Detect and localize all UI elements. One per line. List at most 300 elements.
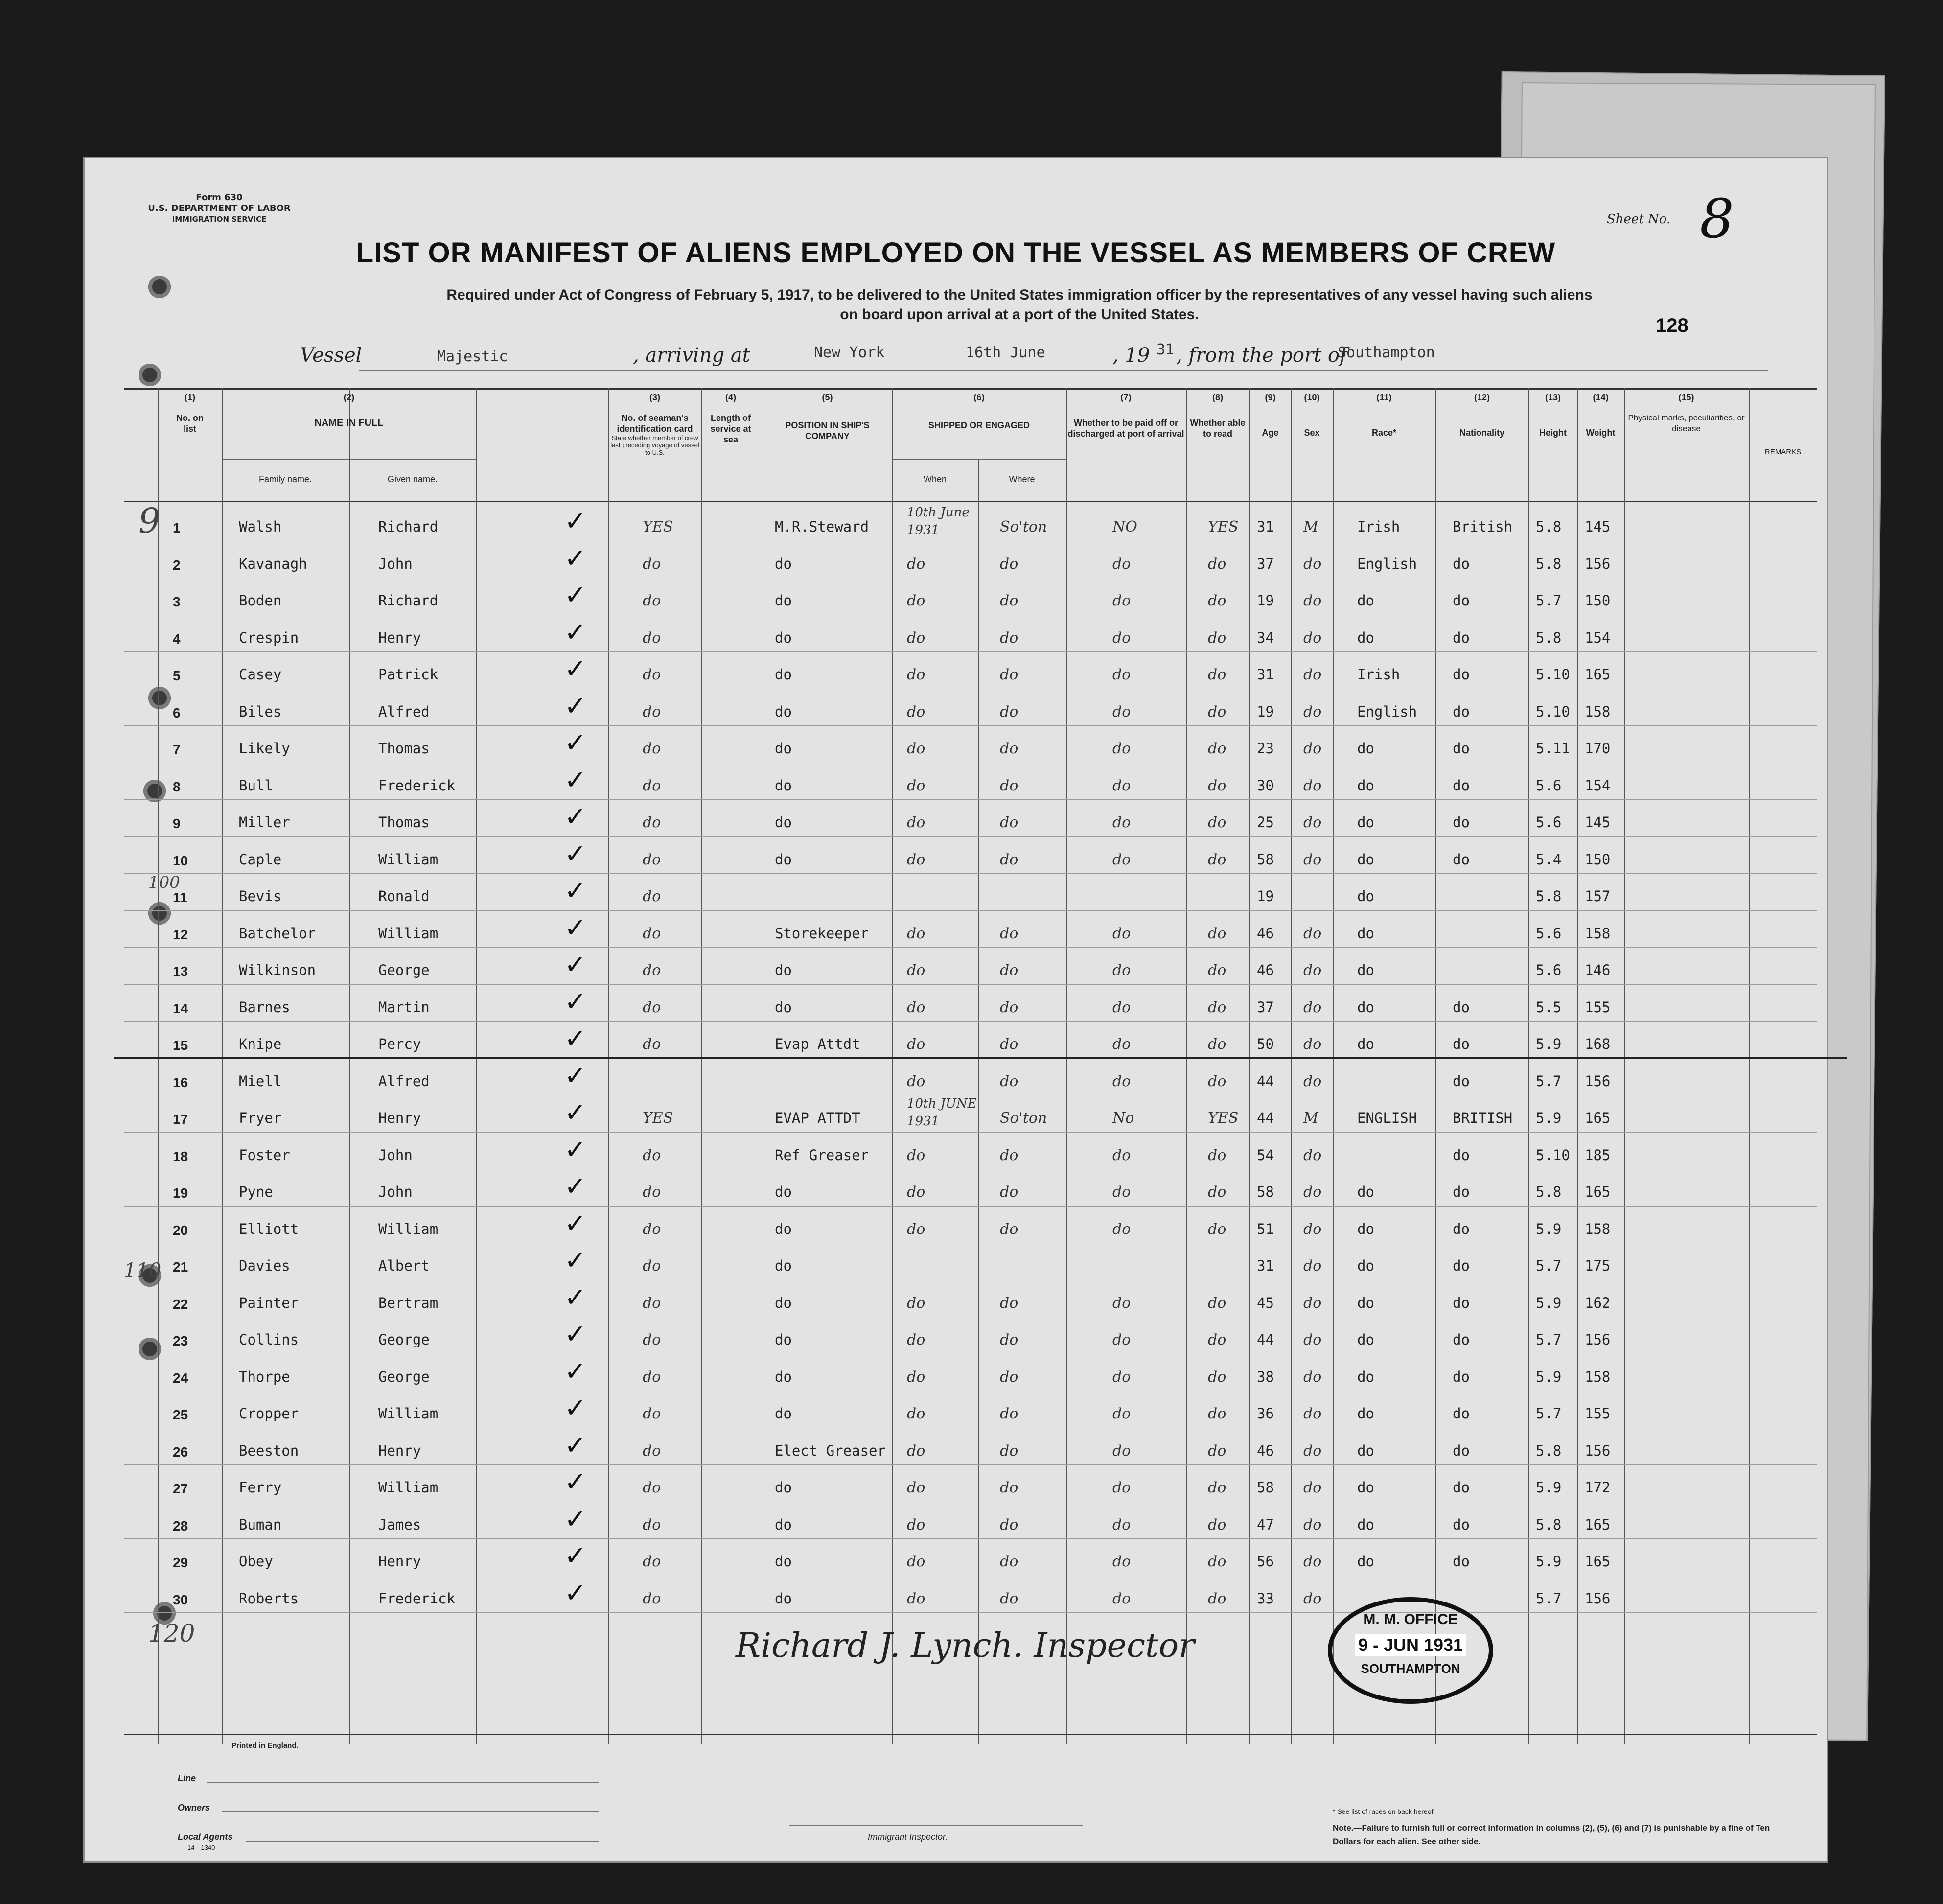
cell-paid: do [1112,1146,1131,1164]
cell-read: do [1208,777,1226,794]
cell-when: do [907,998,925,1016]
cell-prev: do [643,1442,661,1460]
cell-prev: do [643,1036,661,1053]
cell-given: Ronald [378,888,430,905]
cell-position: do [775,592,792,609]
cell-height: 5.7 [1536,592,1562,609]
cell-given: Thomas [378,814,430,831]
checkmark-icon: ✓ [564,1393,587,1423]
col-num: (10) [1304,393,1320,402]
cell-read: do [1208,1220,1226,1238]
footer-race-note: * See list of races on back hereof. [1333,1808,1435,1815]
checkmark-icon: ✓ [564,1319,587,1349]
cell-age: 50 [1257,1036,1274,1052]
cell-family: Walsh [239,518,282,535]
cell-read: do [1208,814,1226,831]
cell-paid: do [1112,1036,1131,1053]
margin-note: 120 [148,1619,195,1648]
col-num: (9) [1265,393,1276,402]
cell-given: Alfred [378,1072,430,1090]
checkmark-icon: ✓ [564,838,587,869]
cell-when: do [907,740,925,757]
cell-given: Frederick [378,1590,456,1607]
cell-position: do [775,1257,792,1274]
cell-weight: 154 [1585,629,1611,646]
cell-given: George [378,962,430,978]
cell-family: Biles [239,703,282,720]
cell-when: do [907,1368,925,1386]
col-num: (4) [725,393,736,402]
checkmark-icon: ✓ [564,1503,587,1534]
stamp-line-3: SOUTHAMPTON [1361,1661,1460,1676]
col-header: When [923,474,947,484]
checkmark-icon: ✓ [564,1540,587,1571]
cell-family: Kavanagh [239,555,307,572]
checkmark-icon: ✓ [564,764,587,795]
cell-age: 37 [1257,998,1274,1016]
checkmark-icon: ✓ [564,727,587,758]
cell-weight: 175 [1585,1257,1611,1274]
cell-prev: do [643,1590,661,1607]
checkmark-icon: ✓ [564,949,587,980]
cell-paid: do [1112,1184,1131,1201]
cell-nationality: do [1453,1368,1470,1385]
cell-when: do [907,1516,925,1533]
table-row [124,912,1817,951]
cell-nationality: do [1453,1184,1470,1200]
cell-age: 54 [1257,1146,1274,1163]
cell-when: do [907,925,925,942]
checkmark-icon: ✓ [564,616,587,648]
cell-where: So'ton [1000,1110,1047,1127]
table-row [124,1060,1817,1098]
cell-where: do [1000,814,1018,831]
cell-given: John [378,1146,413,1163]
cell-sex: do [1303,1553,1322,1570]
cell-position: do [775,740,792,757]
table-row [124,1430,1817,1468]
row-number: 12 [173,927,188,942]
row-number: 25 [173,1407,188,1422]
cell-read: do [1208,666,1226,683]
cell-where: do [1000,1442,1018,1460]
checkmark-icon: ✓ [564,1245,587,1276]
checkmark-icon: ✓ [564,506,587,536]
cell-where: do [1000,1479,1018,1496]
cell-nationality: BRITISH [1453,1110,1513,1126]
cell-when: do [907,777,925,794]
table-row [124,949,1817,987]
checkmark-icon: ✓ [564,580,587,610]
cell-prev: do [643,1405,661,1422]
cell-position: do [775,666,792,683]
row-number: 29 [173,1555,188,1570]
cell-prev: do [643,888,661,905]
cell-position: do [775,777,792,794]
cell-given: John [378,1184,413,1200]
cell-position: EVAP ATTDT [775,1110,860,1126]
cell-paid: do [1112,777,1131,794]
cell-weight: 170 [1585,740,1611,757]
cell-nationality: do [1453,1294,1470,1311]
cell-nationality: do [1453,998,1470,1016]
cell-race: do [1357,1036,1374,1052]
cell-weight: 162 [1585,1294,1611,1311]
cell-given: Henry [378,1442,421,1459]
cell-height: 5.7 [1536,1257,1562,1274]
cell-sex: do [1303,1184,1322,1201]
cell-weight: 165 [1585,1110,1611,1126]
cell-paid: NO [1112,518,1137,535]
cell-family: Barnes [239,998,290,1016]
cell-sex: do [1303,1257,1322,1275]
col-header: REMARKS [1764,448,1802,456]
vessel-label: Vessel [300,344,362,367]
checkmark-icon: ✓ [564,542,587,574]
sheet-number: 8 [1700,187,1734,250]
cell-given: Henry [378,1110,421,1126]
cell-paid: do [1112,592,1131,609]
cell-where: do [1000,1553,1018,1570]
cell-nationality: do [1453,666,1470,683]
col-num: (15) [1678,393,1694,402]
checkmark-icon: ✓ [564,1577,587,1608]
cell-position: Elect Greaser [775,1442,886,1459]
cell-weight: 156 [1585,1072,1611,1090]
cell-race: do [1357,740,1374,757]
row-number: 27 [173,1481,188,1496]
cell-when: do [907,555,925,573]
cell-height: 5.8 [1536,555,1562,572]
col-num: (13) [1545,393,1561,402]
cell-when: do [907,1146,925,1164]
cell-weight: 172 [1585,1479,1611,1496]
row-number: 19 [173,1185,188,1201]
cell-paid: do [1112,1294,1131,1312]
cell-height: 5.10 [1536,703,1570,720]
cell-where: do [1000,1036,1018,1053]
cell-prev: do [643,555,661,573]
cell-sex: do [1303,1590,1322,1607]
cell-read: do [1208,555,1226,573]
cell-where: do [1000,925,1018,942]
row-number: 20 [173,1222,188,1238]
subtitle-line-1: Required under Act of Congress of February 5, 1917, to be delivered to the United States immigration officer by the representatives of any vessel having such aliens [446,287,1593,303]
footer-owners-label: Owners [178,1803,210,1812]
cell-when: do [907,1294,925,1312]
cell-age: 46 [1257,925,1274,942]
row-number: 22 [173,1296,188,1312]
cell-nationality: do [1453,1036,1470,1052]
cell-weight: 156 [1585,1331,1611,1348]
cell-age: 46 [1257,962,1274,978]
cell-paid: do [1112,998,1131,1016]
table-row [124,543,1817,581]
cell-age: 25 [1257,814,1274,831]
cell-race: do [1357,1442,1374,1459]
col-num: (5) [822,393,833,402]
cell-read: do [1208,1590,1226,1607]
from-port: Southampton [1338,344,1435,361]
cell-position: do [775,1553,792,1570]
cell-when: do [907,1442,925,1460]
cell-nationality: do [1453,851,1470,868]
cell-family: Caple [239,851,282,868]
vessel-line [85,341,1827,373]
table-row [124,1356,1817,1394]
cell-read: do [1208,1553,1226,1570]
cell-height: 5.7 [1536,1590,1562,1607]
cell-given: William [378,851,439,868]
cell-weight: 156 [1585,555,1611,572]
punch-hole [148,276,171,298]
col-header: Length of service at sea [710,413,751,444]
row-number: 21 [173,1259,188,1275]
cell-age: 56 [1257,1553,1274,1570]
checkmark-icon: ✓ [564,875,587,906]
cell-sex: do [1303,1516,1322,1533]
cell-position: do [775,998,792,1016]
cell-nationality: do [1453,592,1470,609]
cell-race: Irish [1357,518,1400,535]
cell-age: 30 [1257,777,1274,794]
cell-race: do [1357,777,1374,794]
cell-given: Henry [378,1553,421,1570]
cell-nationality: do [1453,629,1470,646]
cell-where: do [1000,592,1018,609]
cell-given: Henry [378,629,421,646]
manifest-page [83,157,1828,1863]
cell-prev: do [643,962,661,979]
cell-given: Percy [378,1036,421,1052]
table-row [124,1540,1817,1579]
cell-prev: do [643,1553,661,1570]
cell-paid: do [1112,1553,1131,1570]
cell-weight: 146 [1585,962,1611,978]
margin-note: 100 [148,873,180,892]
cell-family: Ferry [239,1479,282,1496]
footer-fine-note: Note.—Failure to furnish full or correct information in columns (2), (5), (6) and (7) is punishable by a fine of Ten Dollars for each alien. See other side. [1333,1823,1770,1846]
cell-sex: do [1303,1220,1322,1238]
checkmark-icon: ✓ [564,1097,587,1128]
cell-where: do [1000,998,1018,1016]
cell-nationality: do [1453,1405,1470,1422]
cell-race: Irish [1357,666,1400,683]
cell-given: Bertram [378,1294,439,1311]
arriving-label: , arriving at [633,344,750,367]
cell-read: do [1208,962,1226,979]
cell-race: do [1357,1184,1374,1200]
arrival-date: 16th June [966,344,1045,361]
cell-paid: do [1112,1220,1131,1238]
cell-prev: do [643,1257,661,1275]
cell-read: do [1208,998,1226,1016]
cell-weight: 168 [1585,1036,1611,1052]
cell-age: 44 [1257,1331,1274,1348]
cell-position: Ref Greaser [775,1146,869,1163]
cell-paid: do [1112,1072,1131,1090]
row-number: 2 [173,557,181,573]
cell-family: Boden [239,592,282,609]
cell-height: 5.4 [1536,851,1562,868]
col-num: (2) [344,393,354,402]
table-row [124,1097,1817,1135]
cell-where: do [1000,555,1018,573]
cell-family: Casey [239,666,282,683]
cell-given: Albert [378,1257,430,1274]
cell-family: Roberts [239,1590,299,1607]
checkmark-icon: ✓ [564,1060,587,1091]
cell-race: do [1357,925,1374,942]
cell-race: do [1357,1257,1374,1274]
cell-paid: do [1112,1442,1131,1460]
cell-position: Storekeeper [775,925,869,942]
col-num: (12) [1474,393,1490,402]
cell-family: Obey [239,1553,273,1570]
cell-where: do [1000,1072,1018,1090]
cell-read: do [1208,740,1226,757]
cell-read: do [1208,1479,1226,1496]
col-num: (7) [1120,393,1132,402]
cell-when: do [907,1553,925,1570]
cell-given: William [378,1479,439,1496]
cell-sex: do [1303,666,1322,683]
cell-prev: do [643,1479,661,1496]
cell-prev: do [643,1146,661,1164]
cell-age: 31 [1257,666,1274,683]
cell-sex: do [1303,1146,1322,1164]
cell-sex: do [1303,998,1322,1016]
cell-height: 5.9 [1536,1294,1562,1311]
cell-weight: 165 [1585,1553,1611,1570]
checkmark-icon: ✓ [564,1466,587,1497]
inspector-signature: Richard J. Lynch. Inspector [736,1626,1195,1665]
col-header: POSITION IN SHIP'S COMPANY [785,420,870,441]
cell-when: 10th June 1931 [907,505,970,537]
cell-nationality: do [1453,1479,1470,1496]
cell-family: Thorpe [239,1368,290,1385]
year-prefix: , 19 [1112,344,1150,367]
cell-when: do [907,629,925,647]
checkmark-icon: ✓ [564,1281,587,1313]
cell-prev: do [643,740,661,757]
cell-sex: do [1303,555,1322,573]
cell-weight: 165 [1585,1184,1611,1200]
cell-race: English [1357,555,1417,572]
cell-read: do [1208,1072,1226,1090]
cell-height: 5.8 [1536,629,1562,646]
cell-paid: do [1112,851,1131,868]
cell-height: 5.6 [1536,925,1562,942]
cell-position: do [775,1479,792,1496]
cell-weight: 156 [1585,1442,1611,1459]
table-row [124,617,1817,655]
cell-age: 19 [1257,703,1274,720]
cell-where: do [1000,1368,1018,1386]
cell-position: do [775,1331,792,1348]
table-row [124,1578,1817,1616]
page-number: 128 [1656,315,1689,336]
cell-weight: 145 [1585,814,1611,831]
cell-age: 31 [1257,518,1274,535]
cell-where: do [1000,777,1018,794]
strike-line [114,1057,1847,1059]
checkmark-icon: ✓ [564,912,587,943]
cell-prev: do [643,814,661,831]
cell-position: do [775,1294,792,1311]
cell-family: Beeston [239,1442,299,1459]
table-row [124,1319,1817,1357]
checkmark-icon: ✓ [564,801,587,832]
cell-height: 5.7 [1536,1072,1562,1090]
cell-family: Crespin [239,629,299,646]
cell-where: do [1000,1184,1018,1201]
cell-read: do [1208,1184,1226,1201]
col-header: Height [1539,428,1567,438]
cell-given: William [378,1220,439,1237]
cell-where: do [1000,851,1018,868]
cell-sex: do [1303,925,1322,942]
cell-sex: do [1303,1368,1322,1386]
cell-position: Evap Attdt [775,1036,860,1052]
arrival-port: New York [814,344,885,361]
cell-nationality: do [1453,1516,1470,1533]
cell-race: do [1357,1331,1374,1348]
cell-given: William [378,1405,439,1422]
cell-when: do [907,1590,925,1607]
cell-given: Alfred [378,703,430,720]
cell-height: 5.9 [1536,1036,1562,1052]
table-row [124,1023,1817,1061]
cell-height: 5.8 [1536,1442,1562,1459]
cell-age: 36 [1257,1405,1274,1422]
cell-height: 5.9 [1536,1479,1562,1496]
row-number: 17 [173,1112,188,1127]
cell-age: 31 [1257,1257,1274,1274]
cell-nationality: do [1453,1442,1470,1459]
col-header: No. on list [176,413,204,434]
cell-paid: do [1112,740,1131,757]
table-row [124,1208,1817,1246]
cell-given: Frederick [378,777,456,794]
cell-read: do [1208,1331,1226,1348]
cell-when: do [907,962,925,979]
row-number: 1 [173,520,181,535]
cell-where: do [1000,1590,1018,1607]
cell-sex: do [1303,740,1322,757]
checkmark-icon: ✓ [564,653,587,684]
cell-weight: 150 [1585,851,1611,868]
cell-given: Richard [378,518,439,535]
cell-where: do [1000,962,1018,979]
cell-where: So'ton [1000,518,1047,535]
department: U.S. DEPARTMENT OF LABOR [148,203,291,213]
cell-age: 45 [1257,1294,1274,1311]
cell-when: do [907,1405,925,1422]
table-row [124,875,1817,913]
cell-sex: do [1303,592,1322,609]
cell-paid: do [1112,666,1131,683]
cell-paid: do [1112,1479,1131,1496]
cell-position: do [775,1368,792,1385]
cell-sex: M [1303,1110,1318,1127]
cell-prev: do [643,592,661,609]
cell-position: do [775,1220,792,1237]
cell-weight: 165 [1585,666,1611,683]
cell-weight: 154 [1585,777,1611,794]
cell-sex: M [1303,518,1318,535]
cell-race: do [1357,1553,1374,1570]
